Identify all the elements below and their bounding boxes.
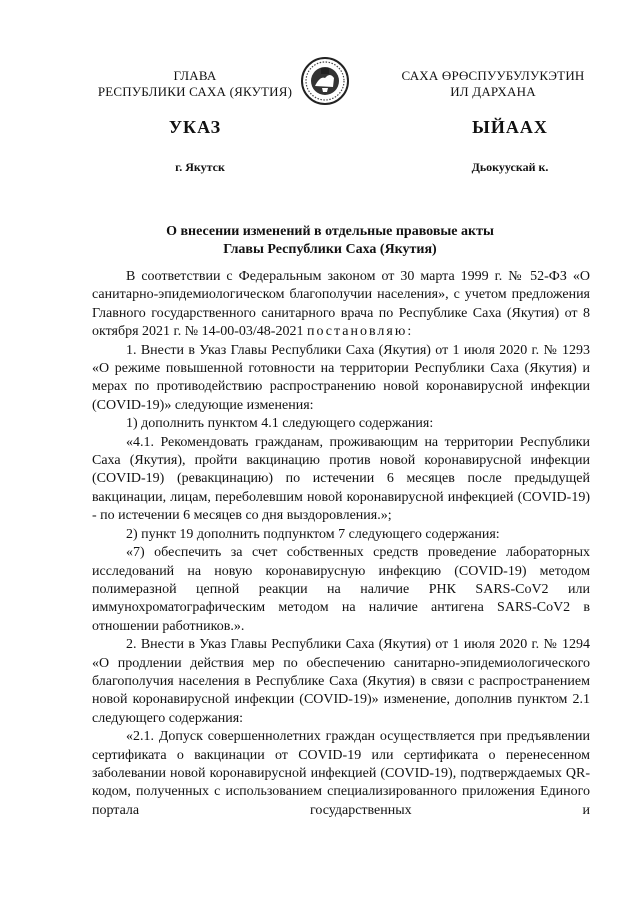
coat-of-arms-icon [300, 56, 350, 106]
preamble-text: В соответствии с Федеральным законом от 30 марта 1999 г. № 52-ФЗ «О санитарно-эпидемиологическом благополучии населения», с учетом предложения Главного государственного санитарного врача по Республике Саха (Якутия) от 8 октября 2021 г. № 14-00-03/48-2021 [92, 269, 590, 340]
decree-word: постановляю: [306, 324, 414, 340]
republic-name-ru: РЕСПУБЛИКИ САХА (ЯКУТИЯ) [97, 84, 293, 99]
paragraph-item-2: 2. Внести в Указ Главы Республики Саха (Якутия) от 1 июля 2020 г. № 1294 «О продлении действия мер по обеспечению санитарно-эпидемиологического благополучия населения в Республике Саха (Якутия) в связи с распространением новой коронавирусной инфекции (COVID-19)» изменение, дополнив пунктом 2.1 следующего содержания: [92, 637, 590, 726]
decree-label-ru: УКАЗ [168, 117, 222, 137]
paragraph-item-1-1: 1) дополнить пунктом 4.1 следующего содержания: [126, 416, 434, 432]
paragraph-item-1-2-text: «7) обеспечить за счет собственных средств проведение лабораторных исследований на новую коронавирусную инфекцию (COVID-19) методом полимеразной цепной реакции на наличие РНК SARS-CoV2 или иммунохроматографическим методом на наличие антигена SARS-CoV2 в отношении работников.». [92, 545, 590, 634]
document-body [92, 268, 590, 820]
head-title-ru: ГЛАВА [173, 68, 217, 83]
head-title-sah: САХА ӨРӨСПУУБУЛУКЭТИН [401, 68, 585, 83]
paragraph-item-1: 1. Внести в Указ Главы Республики Саха (Якутия) от 1 июля 2020 г. № 1293 «О режиме повышенной готовности на территории Республики Саха (Якутия) и мерах по противодействию распространению новой коронавирусной инфекции (COVID-19)» следующие изменения: [92, 342, 590, 413]
document-title [120, 223, 540, 259]
paragraph-item-2-text: «2.1. Допуск совершеннолетних граждан осуществляется при предъявлении сертификата о вакцинации от COVID-19 или сертификата о перенесенном заболевании новой коронавирусной инфекцией (COVID-19), подтверждаемых QR-кодом, полученных с использованием специализированного приложения Единого портала государственных и [92, 729, 590, 818]
header-left [80, 68, 310, 100]
title-line-1: О внесении изменений в отдельные правовые акты [166, 224, 494, 239]
head-title-sah-2: ИЛ ДАРХАНА [450, 84, 536, 99]
title-line-2: Главы Республики Саха (Якутия) [223, 242, 437, 257]
city-sah: Дьокуускай к. [471, 160, 549, 174]
decree-label-sah: ЫЙААХ [472, 117, 548, 137]
paragraph-item-1-1-text: «4.1. Рекомендовать гражданам, проживающим на территории Республики Саха (Якутия), пройти вакцинацию против новой коронавирусной инфекции (COVID-19) (ревакцинацию) по истечении 6 месяцев после предыдущей вакцинации, лицам, переболевшим новой коронавирусной инфекцией (COVID-19) - по истечении 6 месяцев со дня выздоровления.»; [92, 434, 590, 524]
paragraph-item-1-2: 2) пункт 19 дополнить подпунктом 7 следующего содержания: [126, 526, 500, 542]
city-ru: г. Якутск [175, 160, 225, 174]
preamble-paragraph [92, 268, 590, 342]
header-right [378, 68, 608, 100]
